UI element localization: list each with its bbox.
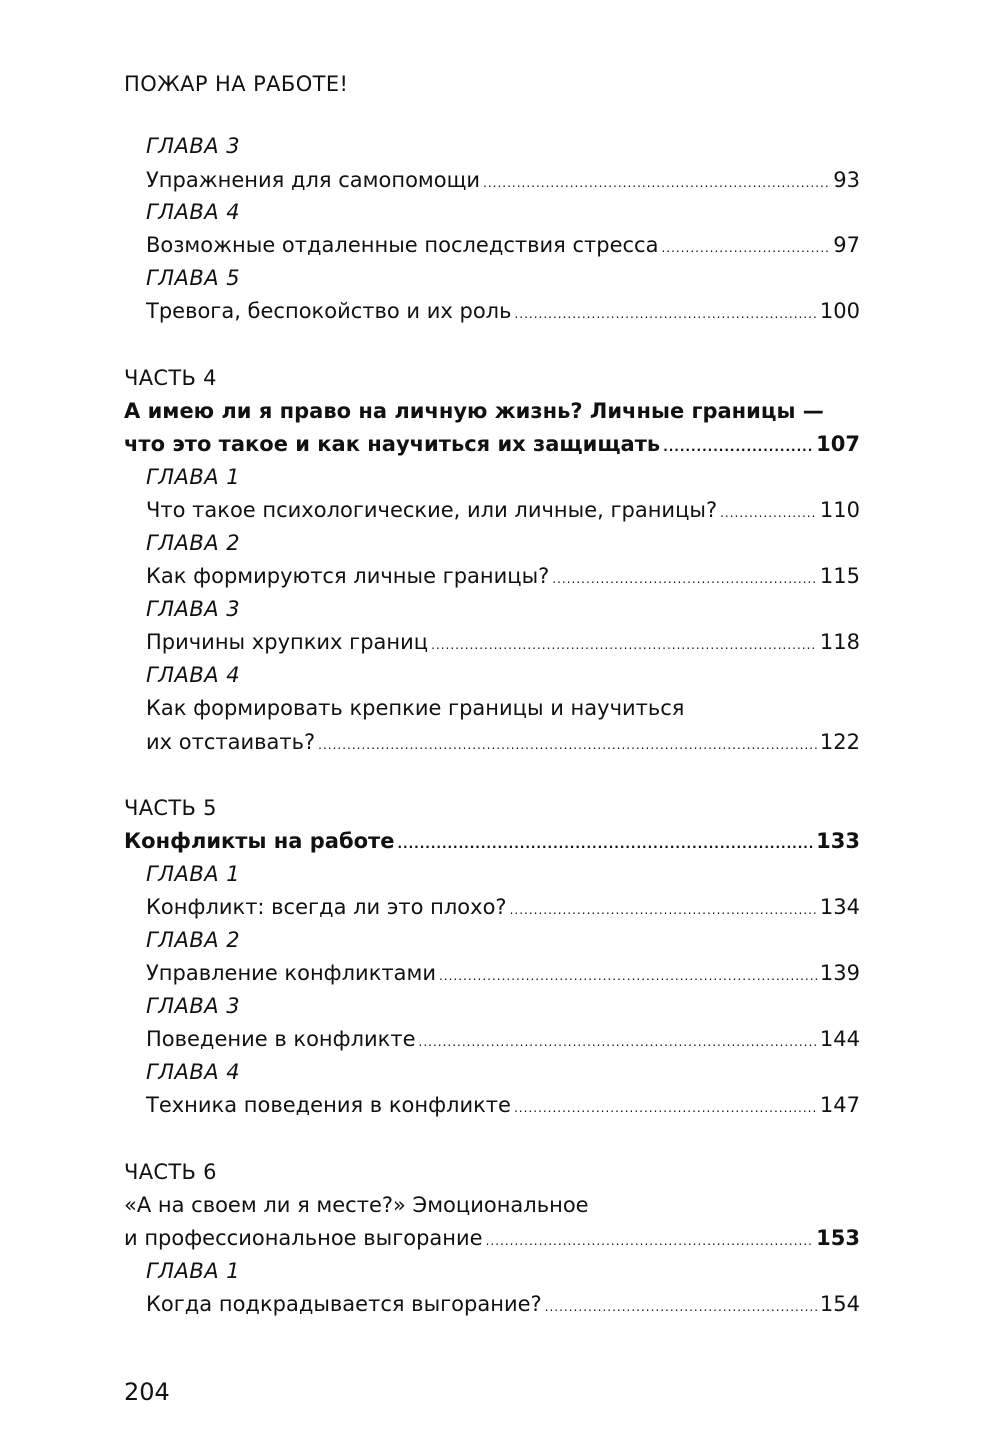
part-page: 153 xyxy=(816,1226,860,1250)
part-title: Конфликты на работе xyxy=(124,829,395,853)
toc-entry-page: 147 xyxy=(819,1093,860,1117)
dot-leader xyxy=(510,893,817,927)
chapter-label: ГЛАВА 1 xyxy=(146,862,241,886)
chapter-label: ГЛАВА 1 xyxy=(146,1259,241,1283)
part-page: 107 xyxy=(816,432,860,456)
toc-entry-title: Конфликт: всегда ли это плохо? xyxy=(146,895,507,919)
part-label: ЧАСТЬ 4 xyxy=(124,366,217,390)
toc-entry[interactable] xyxy=(146,493,860,527)
toc-entry-title: Упражнения для самопомощи xyxy=(146,168,481,192)
chapter-label: ГЛАВА 4 xyxy=(146,1060,241,1084)
toc-entry[interactable] xyxy=(146,163,860,197)
toc-entry[interactable] xyxy=(146,559,860,593)
toc-entry[interactable] xyxy=(146,1022,860,1056)
part-title: «А на своем ли я месте?» Эмоциональное xyxy=(124,1193,589,1217)
toc-entry[interactable] xyxy=(146,625,860,659)
dot-leader xyxy=(661,231,830,265)
toc-entry-page: 122 xyxy=(819,730,860,754)
dot-leader xyxy=(514,1091,817,1125)
toc-entry-page: 154 xyxy=(819,1292,860,1316)
toc-entry-title-continued: их отстаивать? xyxy=(146,730,316,754)
chapter-label: ГЛАВА 5 xyxy=(146,266,241,290)
toc-entry-page: 115 xyxy=(819,564,860,588)
dot-leader xyxy=(318,728,817,762)
dot-leader xyxy=(397,827,813,861)
toc-entry-title: Управление конфликтами xyxy=(146,961,436,985)
toc-entry-page: 144 xyxy=(819,1027,860,1051)
part-label: ЧАСТЬ 5 xyxy=(124,796,217,820)
dot-leader xyxy=(486,1224,814,1258)
toc-entry[interactable] xyxy=(146,956,860,990)
toc-entry-page: 100 xyxy=(819,299,860,323)
toc-entry-page: 97 xyxy=(833,233,860,257)
toc-entry-title: Возможные отдаленные последствия стресса xyxy=(146,233,659,257)
dot-leader xyxy=(439,959,817,993)
toc-entry-page: 139 xyxy=(819,961,860,985)
part-title-continued: и профессиональное выгорание xyxy=(124,1226,483,1250)
toc-entry-title: Причины хрупких границ xyxy=(146,630,429,654)
dot-leader xyxy=(545,1290,817,1324)
chapter-label: ГЛАВА 1 xyxy=(146,465,241,489)
dot-leader xyxy=(419,1025,817,1059)
toc-entry-part[interactable] xyxy=(124,1221,860,1255)
chapter-label: ГЛАВА 2 xyxy=(146,928,241,952)
toc-entry[interactable] xyxy=(146,228,860,262)
dot-leader xyxy=(552,562,817,596)
toc-entry-part[interactable] xyxy=(124,824,860,858)
toc-entry-page: 110 xyxy=(819,498,860,522)
part-page: 133 xyxy=(816,829,860,853)
running-title: ПОЖАР НА РАБОТЕ! xyxy=(124,72,349,96)
toc-entry-title: Что такое психологические, или личные, границы? xyxy=(146,498,718,522)
dot-leader xyxy=(431,628,817,662)
chapter-label: ГЛАВА 2 xyxy=(146,531,241,555)
toc-entry-title: Тревога, беспокойство и их роль xyxy=(146,299,512,323)
toc-entry[interactable] xyxy=(146,890,860,924)
chapter-label: ГЛАВА 3 xyxy=(146,134,241,158)
toc-entry[interactable] xyxy=(146,725,860,759)
toc-entry-title: Как формировать крепкие границы и научиться xyxy=(146,696,685,720)
toc-entry-title: Когда подкрадывается выгорание? xyxy=(146,1292,542,1316)
chapter-label: ГЛАВА 3 xyxy=(146,994,241,1018)
toc-entry-title: Поведение в конфликте xyxy=(146,1027,416,1051)
dot-leader xyxy=(514,297,816,331)
part-label: ЧАСТЬ 6 xyxy=(124,1160,217,1184)
toc-entry[interactable] xyxy=(146,1088,860,1122)
chapter-label: ГЛАВА 4 xyxy=(146,663,241,687)
chapter-label: ГЛАВА 3 xyxy=(146,597,241,621)
toc-entry[interactable] xyxy=(146,1287,860,1321)
part-title: А имею ли я право на личную жизнь? Личные границы — xyxy=(124,399,824,423)
dot-leader xyxy=(720,496,817,530)
toc-entry-title: Техника поведения в конфликте xyxy=(146,1093,511,1117)
toc-entry-title: Как формируются личные границы? xyxy=(146,564,550,588)
chapter-label: ГЛАВА 4 xyxy=(146,200,241,224)
page-number: 204 xyxy=(124,1378,170,1406)
dot-leader xyxy=(663,430,813,464)
toc-entry-page: 134 xyxy=(819,895,860,919)
toc-entry-part[interactable] xyxy=(124,427,860,461)
toc-entry-page: 118 xyxy=(819,630,860,654)
part-title-continued: что это такое и как научиться их защищать xyxy=(124,432,661,456)
toc-entry[interactable] xyxy=(146,294,860,328)
toc-entry-page: 93 xyxy=(833,168,860,192)
